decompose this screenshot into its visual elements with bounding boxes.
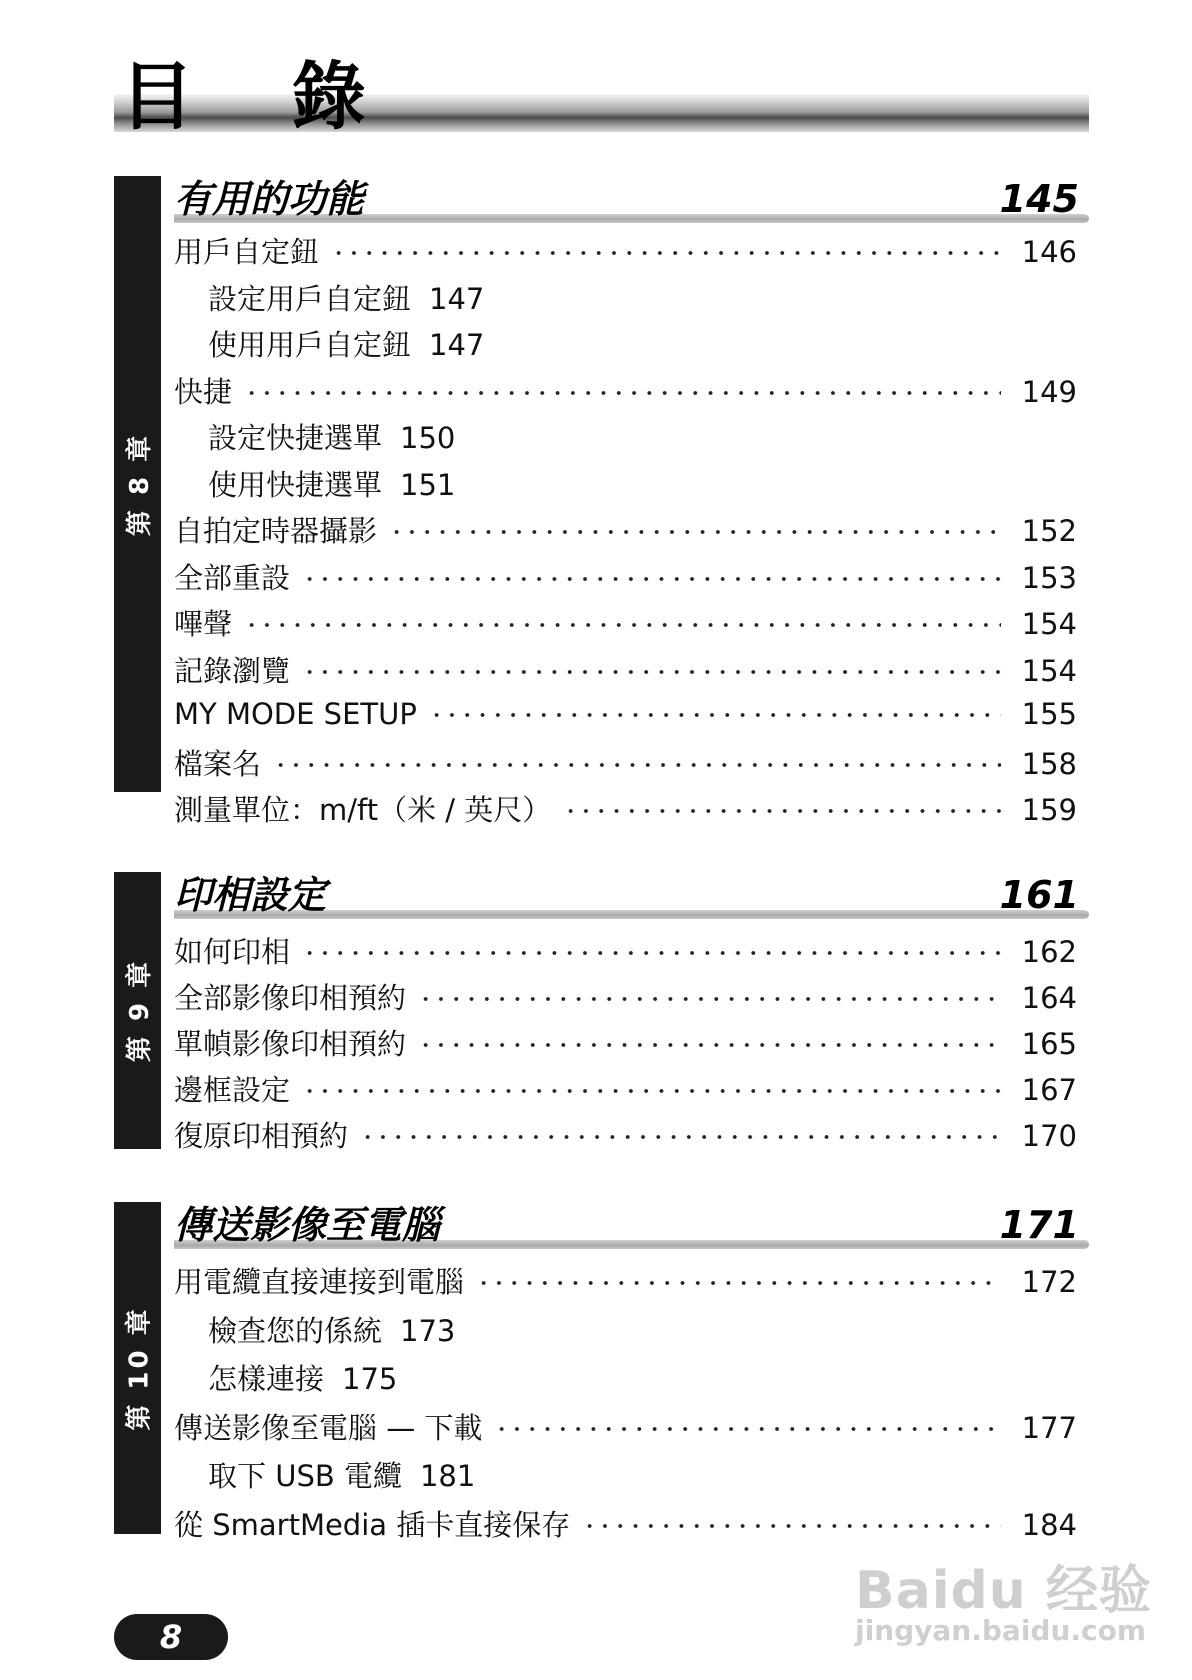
entry-label: 設定用戶自定鈕 bbox=[208, 281, 412, 316]
section-page-number: 145 bbox=[999, 177, 1079, 221]
entry-label: 設定快捷選單 bbox=[208, 421, 383, 455]
entry-page: 147 bbox=[429, 328, 485, 362]
entry-label: 從 SmartMedia 插卡直接保存 bbox=[174, 1507, 571, 1542]
entry-label: 取下 USB 電纜 bbox=[208, 1459, 402, 1493]
entry-label: 自拍定時器攝影 bbox=[174, 514, 378, 548]
toc-subentry[interactable] bbox=[174, 416, 1089, 463]
entry-label: MY MODE SETUP bbox=[174, 697, 417, 731]
toc-section-chapter-10 bbox=[114, 1202, 1089, 1542]
entry-page: 177 bbox=[1021, 1410, 1077, 1445]
toc-entry[interactable] bbox=[174, 509, 1089, 556]
toc-entry[interactable] bbox=[174, 1022, 1089, 1068]
entry-label: 傳送影像至電腦 — 下載 bbox=[174, 1410, 483, 1445]
toc-entry[interactable] bbox=[174, 976, 1089, 1022]
entry-page: 184 bbox=[1021, 1507, 1077, 1542]
dot-leader bbox=[273, 745, 1001, 774]
entry-page: 165 bbox=[1021, 1027, 1077, 1061]
toc-section-chapter-9 bbox=[114, 872, 1089, 1153]
section-heading bbox=[174, 176, 1089, 226]
toc-entry[interactable] bbox=[174, 649, 1089, 696]
entry-page: 150 bbox=[400, 421, 456, 455]
entry-label: 檔案名 bbox=[174, 746, 262, 781]
entry-page: 170 bbox=[1021, 1119, 1077, 1153]
entry-label: 復原印相預約 bbox=[174, 1119, 349, 1153]
entry-label: 嗶聲 bbox=[174, 607, 233, 641]
dot-leader bbox=[331, 233, 1001, 262]
dot-leader bbox=[418, 979, 1001, 1008]
entry-label: 快捷 bbox=[174, 374, 233, 409]
dot-leader bbox=[302, 1071, 1001, 1100]
chapter-tab bbox=[114, 1202, 161, 1534]
dot-leader bbox=[244, 605, 1001, 634]
dot-leader bbox=[302, 933, 1001, 962]
section-title: 有用的功能 bbox=[174, 177, 365, 221]
entry-label: 記錄瀏覽 bbox=[174, 653, 291, 688]
entry-page: 155 bbox=[1021, 697, 1077, 731]
entry-label: 怎樣連接 bbox=[208, 1362, 325, 1396]
toc-subentry[interactable] bbox=[174, 323, 1089, 370]
dot-leader bbox=[563, 791, 1001, 820]
entry-list bbox=[174, 930, 1089, 1160]
dot-leader bbox=[244, 373, 1001, 402]
entry-page: 173 bbox=[400, 1313, 456, 1348]
dot-leader bbox=[389, 512, 1001, 541]
dot-leader bbox=[476, 1263, 1001, 1292]
watermark bbox=[855, 1548, 1152, 1660]
entry-label: 使用用戶自定鈕 bbox=[208, 328, 412, 362]
entry-page: 151 bbox=[400, 467, 456, 502]
section-heading bbox=[174, 872, 1089, 922]
entry-list bbox=[174, 230, 1089, 835]
entry-label: 全部重設 bbox=[174, 560, 291, 595]
chapter-tab bbox=[114, 176, 161, 792]
entry-label: 用電纜直接連接到電腦 bbox=[174, 1265, 465, 1299]
dot-leader bbox=[429, 695, 1001, 724]
entry-page: 158 bbox=[1021, 746, 1077, 781]
chapter-label: 第 10 章 bbox=[125, 1305, 156, 1431]
toc-entry[interactable] bbox=[174, 788, 1089, 835]
dot-leader bbox=[302, 559, 1001, 588]
entry-page: 162 bbox=[1021, 935, 1077, 969]
section-page-number: 171 bbox=[999, 1203, 1079, 1247]
dot-leader bbox=[360, 1117, 1001, 1146]
toc-subentry[interactable] bbox=[174, 463, 1089, 510]
toc-subentry[interactable] bbox=[174, 1309, 1089, 1358]
watermark-url: jingyan.baidu.com bbox=[855, 1614, 1147, 1647]
entry-label: 全部影像印相預約 bbox=[174, 981, 407, 1015]
entry-page: 153 bbox=[1021, 560, 1077, 595]
dot-leader bbox=[418, 1025, 1001, 1054]
entry-label: 檢查您的係統 bbox=[208, 1313, 383, 1348]
entry-label: 如何印相 bbox=[174, 935, 291, 969]
entry-page: 154 bbox=[1021, 653, 1077, 688]
chapter-label: 第 9 章 bbox=[125, 958, 156, 1063]
entry-page: 146 bbox=[1021, 235, 1077, 269]
chapter-tab bbox=[114, 872, 161, 1149]
entry-list bbox=[174, 1260, 1089, 1551]
entry-label: 單幀影像印相預約 bbox=[174, 1027, 407, 1061]
entry-page: 152 bbox=[1021, 514, 1077, 548]
page-title: 目 錄 bbox=[120, 54, 402, 140]
entry-page: 175 bbox=[342, 1362, 398, 1396]
entry-page: 149 bbox=[1021, 374, 1077, 409]
section-title: 印相設定 bbox=[174, 873, 327, 917]
toc-entry[interactable] bbox=[174, 230, 1089, 277]
dot-leader bbox=[494, 1409, 1001, 1438]
page-number: 8 bbox=[159, 1618, 183, 1656]
toc-entry[interactable] bbox=[174, 1260, 1089, 1309]
toc-entry[interactable] bbox=[174, 1114, 1089, 1160]
entry-label: 邊框設定 bbox=[174, 1073, 291, 1107]
toc-entry[interactable] bbox=[174, 602, 1089, 649]
entry-page: 172 bbox=[1021, 1265, 1077, 1299]
toc-entry[interactable] bbox=[174, 742, 1089, 789]
toc-entry[interactable] bbox=[174, 370, 1089, 417]
toc-subentry[interactable] bbox=[174, 1357, 1089, 1406]
entry-label: 用戶自定鈕 bbox=[174, 235, 320, 269]
dot-leader bbox=[582, 1506, 1001, 1535]
section-heading bbox=[174, 1202, 1089, 1252]
toc-entry[interactable] bbox=[174, 1406, 1089, 1455]
toc-entry[interactable] bbox=[174, 1068, 1089, 1114]
entry-page: 159 bbox=[1021, 793, 1077, 827]
toc-entry[interactable] bbox=[174, 930, 1089, 976]
entry-page: 181 bbox=[419, 1459, 476, 1493]
entry-label: 測量單位：m/ft（米 / 英尺） bbox=[174, 793, 552, 827]
chapter-label: 第 8 章 bbox=[125, 432, 156, 536]
watermark-logo: Baidu 经验 bbox=[855, 1561, 1152, 1621]
toc-section-chapter-8 bbox=[114, 176, 1089, 827]
dot-leader bbox=[302, 652, 1001, 681]
section-title: 傳送影像至電腦 bbox=[174, 1203, 441, 1247]
entry-page: 164 bbox=[1021, 981, 1077, 1015]
entry-page: 147 bbox=[429, 281, 485, 316]
toc-entry[interactable] bbox=[174, 695, 1089, 742]
toc-entry[interactable] bbox=[174, 556, 1089, 603]
entry-page: 167 bbox=[1021, 1073, 1077, 1107]
toc-subentry[interactable] bbox=[174, 277, 1089, 324]
toc-subentry[interactable] bbox=[174, 1454, 1089, 1503]
page-number-badge bbox=[114, 1614, 228, 1660]
entry-label: 使用快捷選單 bbox=[208, 467, 383, 502]
section-page-number: 161 bbox=[999, 873, 1079, 917]
toc-entry[interactable] bbox=[174, 1503, 1089, 1552]
entry-page: 154 bbox=[1021, 607, 1077, 641]
